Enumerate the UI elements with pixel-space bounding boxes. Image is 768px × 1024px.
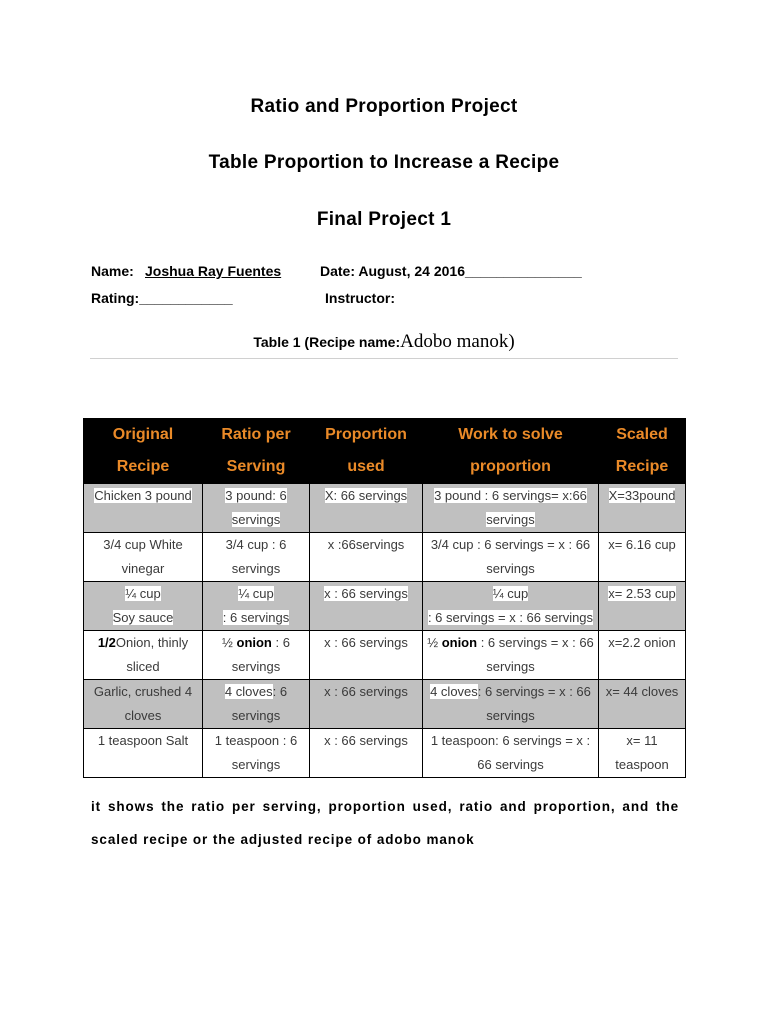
cell-text: x : 66 servings (324, 586, 408, 601)
table-row (84, 582, 686, 631)
table-row (84, 680, 686, 729)
cell-text: Onion, thinly sliced (115, 635, 189, 674)
cell-text: ¼ cup (492, 586, 529, 601)
instructor-field: Instructor: (325, 290, 395, 306)
cell-proportion: x : 66 servings (310, 631, 423, 680)
cell-ratio: 1 teaspoon : 6 servings (203, 729, 310, 778)
cell-ratio (203, 484, 310, 533)
header-work-to-solve: Work to solve proportion (423, 419, 599, 484)
cell-original: Garlic, crushed 4 cloves (84, 680, 203, 729)
cell-scaled: x= 11 teaspoon (599, 729, 686, 778)
cell-proportion: x : 66 servings (310, 680, 423, 729)
table-title: Table Proportion to Increase a Recipe (208, 152, 560, 173)
table-caption (0, 331, 768, 353)
cell-work (423, 484, 599, 533)
cell-proportion: x :66servings (310, 533, 423, 582)
caption-divider (90, 358, 678, 359)
cell-text: 3 pound : 6 servings= x:66 servings (434, 488, 587, 527)
cell-proportion (310, 582, 423, 631)
cell-text: 3 pound: 6 servings (225, 488, 287, 527)
table-header-row (84, 419, 686, 484)
header-ratio-per-serving: Ratio per Serving (203, 419, 310, 484)
table-row (84, 484, 686, 533)
cell-text: : 6 servings = x : 66 servings (477, 684, 591, 723)
recipe-table (83, 418, 686, 778)
cell-scaled (599, 582, 686, 631)
cell-text: ¼ cup (238, 586, 274, 601)
cell-text: ½ (427, 635, 442, 650)
cell-original (84, 631, 203, 680)
cell-ratio: 3/4 cup : 6 servings (203, 533, 310, 582)
cell-text: : 6 servings (222, 610, 290, 625)
cell-text: ½ (222, 635, 237, 650)
cell-scaled: x=2.2 onion (599, 631, 686, 680)
cell-ratio (203, 680, 310, 729)
cell-ratio (203, 582, 310, 631)
cell-original (84, 484, 203, 533)
cell-text: : 6 servings = x : 66 servings (477, 635, 594, 674)
cell-text: : 6 servings = x : 66 servings (427, 610, 594, 625)
project-title: Ratio and Proportion Project (250, 96, 518, 117)
table-row (84, 729, 686, 778)
cell-scaled: x= 6.16 cup (599, 533, 686, 582)
cell-work (423, 631, 599, 680)
date-field: Date: August, 24 2016_______________ (320, 263, 582, 279)
cell-text: ¼ cup (125, 586, 161, 601)
cell-work: 3/4 cup : 6 servings = x : 66 servings (423, 533, 599, 582)
cell-text: : 6 servings (231, 635, 290, 674)
header-proportion-used: Proportion used (310, 419, 423, 484)
cell-text-bold: onion (441, 635, 478, 650)
cell-scaled: x= 44 cloves (599, 680, 686, 729)
cell-text-bold: onion (236, 635, 272, 650)
cell-work (423, 582, 599, 631)
cell-text-bold: 1/2 (97, 635, 116, 650)
cell-proportion: x : 66 servings (310, 729, 423, 778)
cell-work (423, 680, 599, 729)
cell-text: Soy sauce (112, 610, 174, 625)
cell-original (84, 582, 203, 631)
name-value: Joshua Ray Fuentes (145, 263, 282, 279)
cell-text: : 6 servings (231, 684, 288, 723)
cell-text: 4 cloves (430, 684, 478, 699)
cell-work: 1 teaspoon: 6 servings = x : 66 servings (423, 729, 599, 778)
cell-original: 1 teaspoon Salt (84, 729, 203, 778)
rating-field: Rating:____________ (91, 290, 233, 306)
summary-paragraph: it shows the ratio per serving, proportion used, ratio and proportion, and the scaled recipe or the adjusted recipe of adobo manok (91, 799, 679, 847)
cell-text: x= 2.53 cup (608, 586, 676, 601)
cell-text: 4 cloves (224, 684, 273, 699)
table-caption-prefix: Table 1 (Recipe name: (253, 334, 401, 350)
name-label: Name: (91, 263, 134, 279)
final-project-title: Final Project 1 (316, 209, 452, 230)
cell-original: 3/4 cup White vinegar (84, 533, 203, 582)
recipe-name: Adobo manok) (400, 331, 515, 352)
cell-text: Chicken 3 pound (94, 488, 192, 503)
header-original-recipe: Original Recipe (84, 419, 203, 484)
cell-scaled (599, 484, 686, 533)
header-scaled-recipe: Scaled Recipe (599, 419, 686, 484)
cell-proportion (310, 484, 423, 533)
table-row (84, 631, 686, 680)
cell-text: X=33pound (608, 488, 676, 503)
cell-text: X: 66 servings (324, 488, 408, 503)
table-row (84, 533, 686, 582)
cell-ratio (203, 631, 310, 680)
